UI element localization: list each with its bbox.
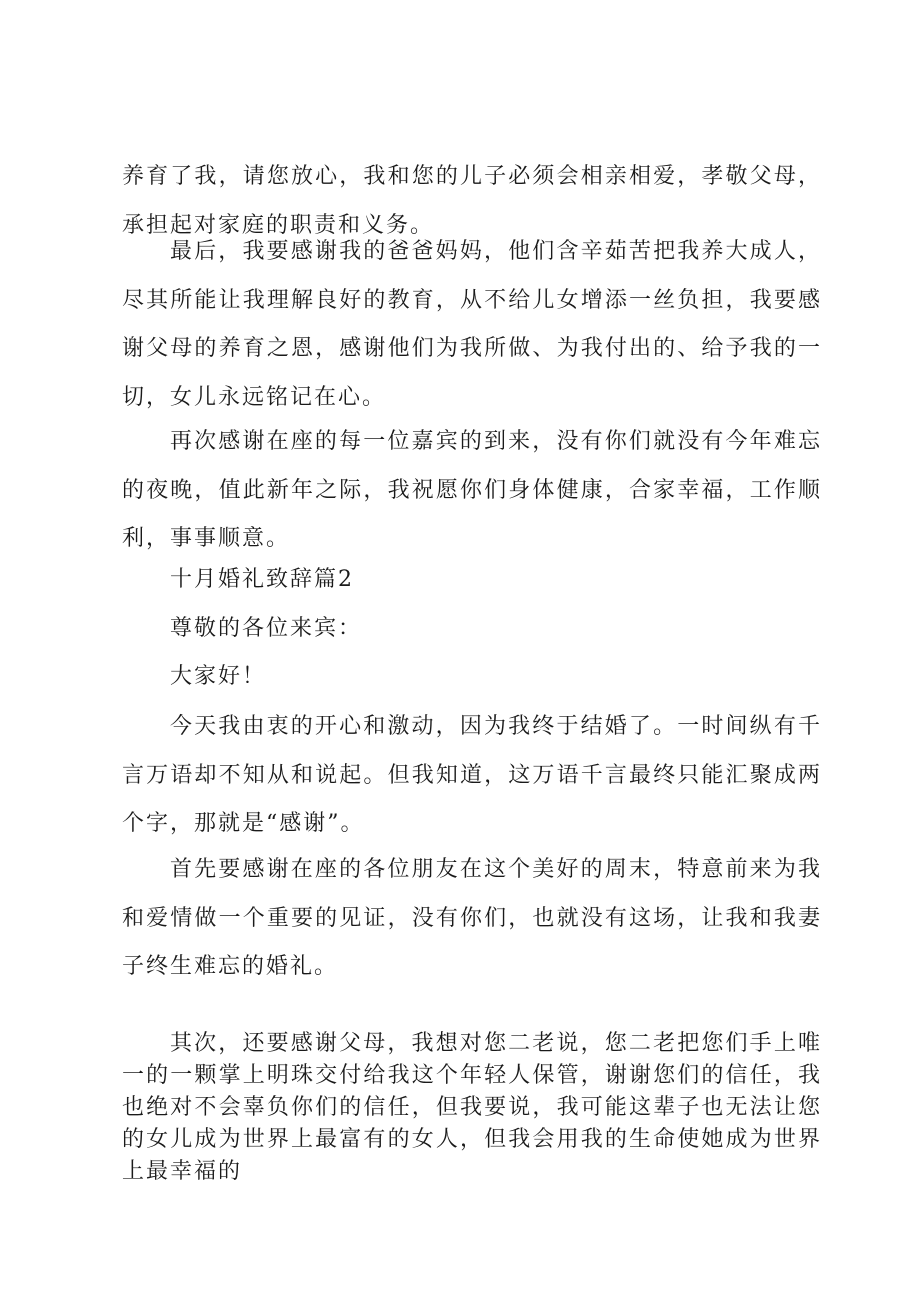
paragraph-opening: 今天我由衷的开心和激动，因为我终于结婚了。一时间纵有千言万语却不知从和说起。但我知道，这万语千言最终只能汇聚成两个字，那就是“感谢”。 — [122, 714, 822, 836]
section-title: 十月婚礼致辞篇2 — [170, 567, 354, 592]
paragraph-thanks-guests: 再次感谢在座的每一位嘉宾的到来，没有你们就没有今年难忘的夜晚，值此新年之际，我祝愿你们身体健康，合家幸福，工作顺利，事事顺意。 — [122, 429, 822, 551]
salutation: 尊敬的各位来宾： — [170, 616, 363, 641]
paragraph-thanks-parents: 最后，我要感谢我的爸爸妈妈，他们含辛茹苦把我养大成人，尽其所能让我理解良好的教育，从不给儿女增添一丝负担，我要感谢父母的养育之恩，感谢他们为我所做、为我付出的、给予我的一切，女儿永远铭记在心。 — [122, 239, 822, 410]
paragraph-thanks-in-laws: 其次，还要感谢父母，我想对您二老说，您二老把您们手上唯一的一颗掌上明珠交付给我这个年轻人保管，谢谢您们的信任，我也绝对不会辜负你们的信任，但我要说，我可能这辈子也无法让您的女儿成为世界上最富有的女人，但我会用我的生命使她成为世界上最幸福的 — [122, 1031, 822, 1184]
paragraph-continuation: 养育了我，请您放心，我和您的儿子必须会相亲相爱，孝敬父母，承担起对家庭的职责和义务。 — [122, 164, 822, 238]
greeting: 大家好！ — [170, 664, 267, 689]
paragraph-thanks-friends: 首先要感谢在座的各位朋友在这个美好的周末，特意前来为我和爱情做一个重要的见证，没有你们，也就没有这场，让我和我妻子终生难忘的婚礼。 — [122, 857, 822, 979]
